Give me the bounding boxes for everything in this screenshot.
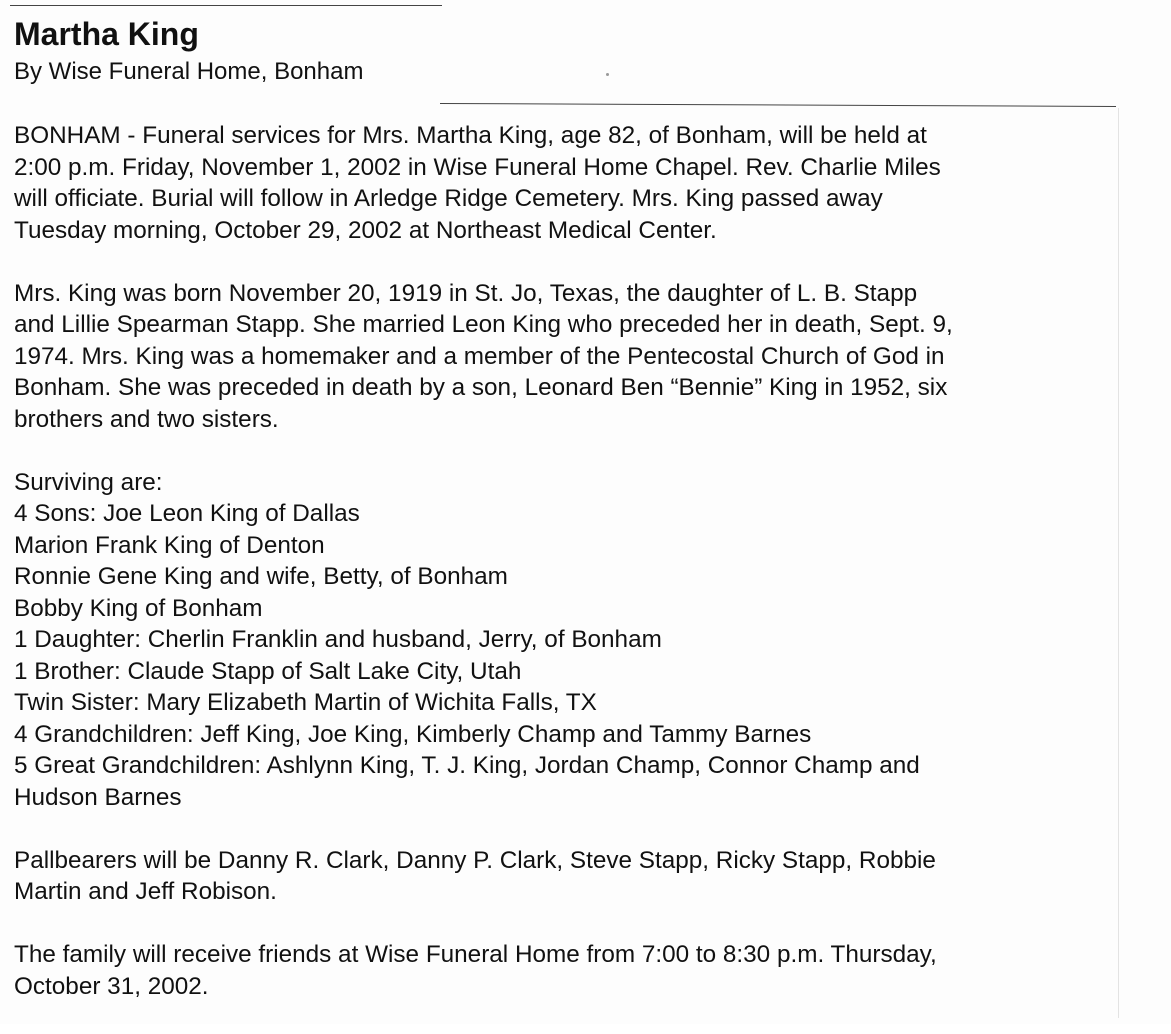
text-line: October 31, 2002. [14,972,209,1000]
obituary-byline: By Wise Funeral Home, Bonham [14,58,364,85]
top-rule [10,5,442,6]
text-line: The family will receive friends at Wise Funeral Home from 7:00 to 8:30 p.m. Thursday, [14,941,937,968]
text-line: 1 Brother: Claude Stapp of Salt Lake City, Utah [14,657,522,685]
text-line: Hudson Barnes [14,783,182,811]
biography-paragraph [14,278,1164,436]
text-line: Marion Frank King of Denton [14,531,325,559]
survivors-paragraph [14,467,1164,814]
text-line: brothers and two sisters. [14,405,279,433]
text-line: Ronnie Gene King and wife, Betty, of Bonham [14,563,508,590]
text-line: Bonham. She was preceded in death by a son, Leonard Ben “Bennie” King in 1952, six [14,374,948,401]
text-line: Tuesday morning, October 29, 2002 at Northeast Medical Center. [14,216,717,244]
obituary-title: Martha King [14,16,199,52]
text-line: 4 Grandchildren: Jeff King, Joe King, Kimberly Champ and Tammy Barnes [14,720,812,748]
text-line: Twin Sister: Mary Elizabeth Martin of Wichita Falls, TX [14,689,597,716]
text-line: Mrs. King was born November 20, 1919 in St. Jo, Texas, the daughter of L. B. Stapp [14,279,918,307]
text-line: and Lillie Spearman Stapp. She married Leon King who preceded her in death, Sept. 9, [14,311,953,338]
text-line: 1974. Mrs. King was a homemaker and a member of the Pentecostal Church of God in [14,342,945,370]
text-line: Pallbearers will be Danny R. Clark, Danny P. Clark, Steve Stapp, Ricky Stapp, Robbie [14,846,936,874]
text-line: 5 Great Grandchildren: Ashlynn King, T. J. King, Jordan Champ, Connor Champ and [14,752,920,779]
text-line: 1 Daughter: Cherlin Franklin and husband, Jerry, of Bonham [14,626,662,653]
text-line: Bobby King of Bonham [14,594,263,622]
text-line: 2:00 p.m. Friday, November 1, 2002 in Wise Funeral Home Chapel. Rev. Charlie Miles [14,153,941,181]
service-paragraph [14,120,1164,246]
text-line: 4 Sons: Joe Leon King of Dallas [14,500,360,527]
text-line: Surviving are: [14,468,163,496]
text-line: Martin and Jeff Robison. [14,878,277,905]
text-line: will officiate. Burial will follow in Arledge Ridge Cemetery. Mrs. King passed away [14,185,883,212]
scan-speck [606,73,609,76]
text-line: BONHAM - Funeral services for Mrs. Martha King, age 82, of Bonham, will be held at [14,122,927,149]
pallbearers-paragraph [14,845,1164,908]
obituary-body [14,120,1164,1034]
visitation-paragraph [14,939,1164,1002]
header-rule [440,103,1116,107]
